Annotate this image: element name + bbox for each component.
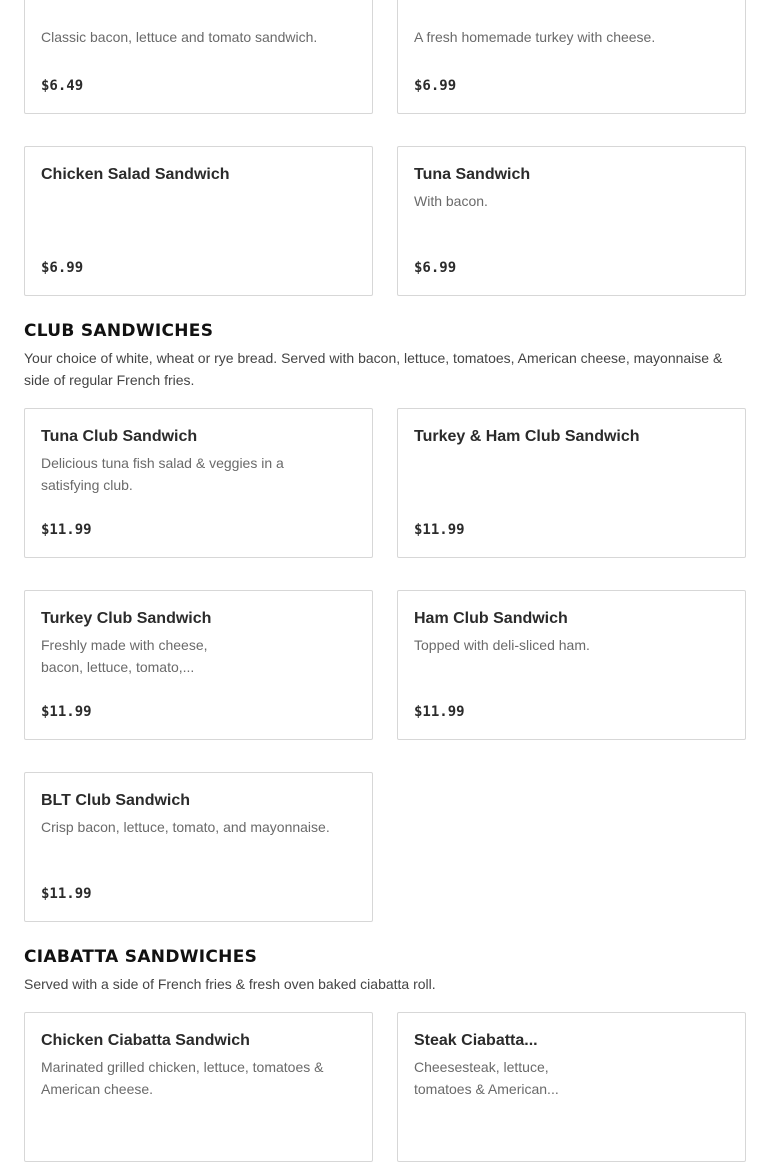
menu-item-card[interactable] (397, 590, 746, 740)
menu-item-name: Steak Ciabatta... (414, 1032, 538, 1049)
menu-item-price: $11.99 (41, 886, 92, 902)
section-description-ciabatta: Served with a side of French fries & fresh oven baked ciabatta roll. (24, 976, 436, 992)
menu-item-description: Freshly made with cheese, bacon, lettuce, tomato,... (41, 637, 208, 675)
menu-item-name: BLT Club Sandwich (41, 792, 191, 809)
menu-item-description: With bacon. (414, 193, 488, 209)
menu-item-price: $11.99 (41, 704, 92, 720)
menu-item-price: $11.99 (414, 704, 465, 720)
menu-item-card[interactable] (24, 146, 373, 296)
menu-item-name: Turkey Club Sandwich (41, 610, 212, 627)
menu-item-card[interactable] (24, 590, 373, 740)
menu-item-card[interactable] (397, 0, 746, 114)
menu-item-price: $6.99 (414, 78, 457, 94)
menu-item-description: A fresh homemade turkey with cheese. (414, 29, 656, 45)
menu-item-card[interactable] (397, 146, 746, 296)
menu-item-name: Tuna Club Sandwich (41, 428, 198, 445)
menu-item-price: $6.49 (41, 78, 84, 94)
section-title-club: CLUB SANDWICHES (24, 321, 214, 341)
menu-item-card[interactable] (24, 0, 373, 114)
menu-item-name: Turkey & Ham Club Sandwich (414, 428, 640, 445)
menu-item-description: Delicious tuna fish salad & veggies in a satisfying club. (41, 455, 284, 493)
menu-item-price: $11.99 (41, 522, 92, 538)
menu-item-name: Chicken Salad Sandwich (41, 166, 230, 183)
menu-item-card[interactable] (24, 408, 373, 558)
menu-item-description: Classic bacon, lettuce and tomato sandwich. (41, 29, 318, 45)
menu-item-price: $6.99 (414, 260, 457, 276)
section-description-club: Your choice of white, wheat or rye bread. Served with bacon, lettuce, tomatoes, American cheese, mayonnaise & side of regular French fries. (24, 350, 723, 388)
menu-item-card[interactable] (397, 408, 746, 558)
menu-item-description: Marinated grilled chicken, lettuce, tomatoes & American cheese. (41, 1059, 324, 1097)
menu-item-description: Cheesesteak, lettuce, tomatoes & American... (414, 1059, 559, 1097)
menu-item-description: Crisp bacon, lettuce, tomato, and mayonnaise. (41, 819, 330, 835)
menu-item-card[interactable] (397, 1012, 746, 1162)
menu-item-description: Topped with deli-sliced ham. (414, 637, 590, 653)
section-title-ciabatta: CIABATTA SANDWICHES (24, 947, 258, 967)
menu-item-name: Ham Club Sandwich (414, 610, 568, 627)
menu-item-price: $11.99 (414, 522, 465, 538)
menu-item-card[interactable] (24, 772, 373, 922)
menu-item-price: $6.99 (41, 260, 84, 276)
menu-item-card[interactable] (24, 1012, 373, 1162)
menu-item-name: Tuna Sandwich (414, 166, 531, 183)
menu-item-name: Chicken Ciabatta Sandwich (41, 1032, 250, 1049)
